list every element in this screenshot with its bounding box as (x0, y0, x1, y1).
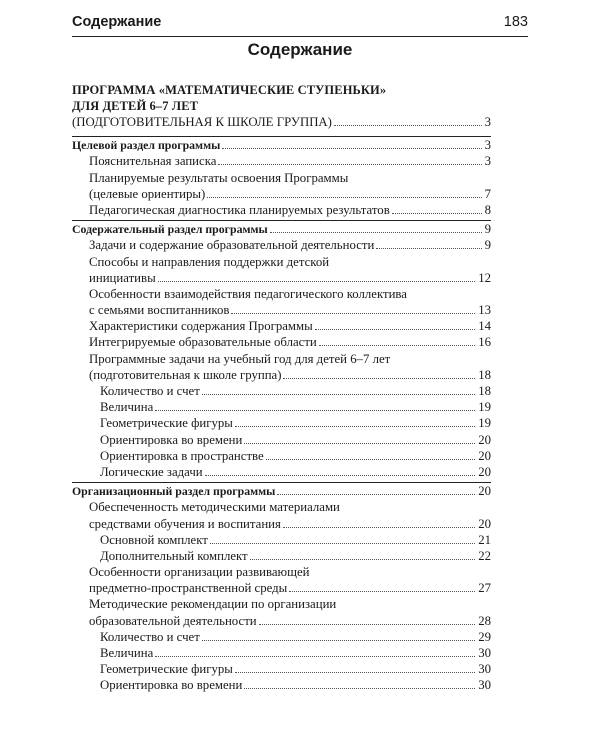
toc-subentry[interactable] (72, 532, 491, 548)
toc-entry[interactable] (72, 580, 491, 596)
toc-entry-title: Педагогическая диагностика планируемых результатов (89, 202, 390, 217)
running-head-section: Содержание (72, 14, 162, 30)
toc-entry-title: (подготовительная к школе группа) (89, 367, 282, 382)
toc-entry-page: 12 (478, 270, 491, 285)
running-head (72, 8, 528, 37)
toc-entry-page: 27 (478, 581, 491, 596)
dot-leader (235, 414, 475, 427)
toc-subentry[interactable] (72, 432, 491, 448)
toc-entry-page: 20 (478, 448, 491, 463)
program-heading-line1: ПРОГРАММА «МАТЕМАТИЧЕСКИЕ СТУПЕНЬКИ» (72, 83, 387, 97)
toc-entry-title: средствами обучения и воспитания (89, 516, 281, 531)
toc-entry-title: Задачи и содержание образовательной деятельности (89, 238, 375, 253)
toc-entry-title: образовательной деятельности (89, 613, 257, 628)
toc-entry-title: Интегрируемые образовательные области (89, 335, 317, 350)
dot-leader (202, 382, 475, 395)
dot-leader (158, 269, 476, 282)
toc-entry-page: 29 (478, 629, 491, 644)
toc-entry-page: 19 (478, 416, 491, 431)
program-heading-line2: ДЛЯ ДЕТЕЙ 6–7 ЛЕТ (72, 99, 199, 113)
dot-leader (334, 113, 482, 126)
dot-leader (250, 547, 476, 560)
toc-entry-title: Ориентировка в пространстве (100, 448, 264, 463)
toc-entry-page: 13 (478, 303, 491, 318)
toc-entry-page: 20 (478, 432, 491, 447)
toc-entry-title: Геометрические фигуры (100, 416, 233, 431)
toc-entry[interactable] (72, 237, 491, 253)
toc-entry[interactable] (72, 270, 491, 286)
dot-leader (289, 579, 475, 592)
toc-entry[interactable] (72, 516, 491, 532)
toc-entry-page: 30 (478, 678, 491, 693)
toc-entry-page: 30 (478, 662, 491, 677)
toc-entry-line[interactable]: Планируемые результаты освоения Программы (89, 170, 349, 185)
dot-leader (244, 676, 475, 689)
toc-entry-title: инициативы (89, 270, 156, 285)
toc-entry[interactable] (72, 334, 491, 350)
dot-leader (277, 482, 475, 495)
toc-subentry[interactable] (72, 448, 491, 464)
toc-entry-page: 16 (478, 335, 491, 350)
toc-entry-title: Количество и счет (100, 384, 200, 398)
dot-leader (315, 317, 475, 330)
dot-leader (283, 366, 475, 379)
dot-leader (155, 644, 475, 657)
toc-entry-title: Основной комплект (100, 532, 208, 547)
toc-entry-page: 30 (478, 646, 491, 660)
toc-entry-page: 14 (478, 319, 491, 334)
toc-entry-title: Пояснительная записка (89, 154, 217, 169)
toc-entry[interactable] (72, 186, 491, 202)
toc-entry[interactable] (72, 367, 491, 383)
toc-entry-title: Геометрические фигуры (100, 662, 233, 677)
program-heading (72, 82, 386, 114)
dot-leader (244, 431, 475, 444)
toc-section-content[interactable] (72, 221, 491, 237)
toc-subentry[interactable] (72, 415, 491, 431)
toc-entry-title: Величина (100, 400, 154, 415)
running-head-page-number: 183 (503, 14, 528, 30)
toc-entry-line[interactable]: Обеспеченность методическими материалами (89, 500, 340, 515)
toc-entry-title: Величина (100, 646, 154, 660)
dot-leader (270, 220, 482, 233)
toc-entry-line[interactable]: Способы и направления поддержки детской (89, 254, 330, 269)
toc-entry-page: 7 (484, 186, 491, 201)
dot-leader (207, 185, 481, 198)
toc-entry-title: предметно-пространственной среды (89, 581, 288, 596)
toc-subentry[interactable] (72, 399, 491, 415)
toc-entry-title: с семьями воспитанников (89, 303, 230, 318)
toc-entry-page: 20 (478, 516, 491, 531)
toc-entry-title: Характеристики содержания Программы (89, 319, 313, 334)
dot-leader (218, 152, 481, 165)
toc-entry-title: Организационный раздел программы (72, 484, 276, 499)
dot-leader (392, 201, 482, 214)
dot-leader (266, 447, 476, 460)
dot-leader (205, 463, 476, 476)
toc-entry-line[interactable]: Методические рекомендации по организации (89, 597, 337, 612)
toc-entry-line[interactable]: Особенности взаимодействия педагогического коллектива (89, 286, 407, 301)
toc-entry-page: 22 (478, 548, 491, 563)
toc-entry-title: Ориентировка во времени (100, 678, 243, 693)
toc-entry-page: 19 (478, 400, 491, 415)
toc-entry-page: 3 (484, 138, 491, 153)
toc-entry-page: 18 (478, 367, 491, 382)
dot-leader (222, 136, 481, 149)
dot-leader (259, 612, 476, 625)
dot-leader (283, 515, 475, 528)
dot-leader (231, 301, 475, 314)
toc-entry-page: 9 (484, 238, 491, 253)
dot-leader (319, 333, 475, 346)
toc-entry[interactable] (72, 318, 491, 334)
toc-entry-title: Логические задачи (100, 464, 203, 479)
toc-entry-title: (целевые ориентиры) (89, 186, 206, 201)
toc-entry-page: 3 (484, 154, 491, 169)
toc-entry-line[interactable]: Программные задачи на учебный год для детей 6–7 лет (89, 351, 391, 366)
toc-entry[interactable] (72, 153, 491, 169)
page-title: Содержание (247, 40, 353, 59)
toc-subentry[interactable] (72, 464, 491, 480)
toc-entry-title: Количество и счет (100, 629, 200, 644)
toc-entry-title: Дополнительный комплект (100, 548, 248, 563)
toc-section-target[interactable] (72, 137, 491, 153)
toc-subentry[interactable] (72, 661, 491, 677)
toc-subentry[interactable] (72, 677, 491, 693)
toc-entry-title: Ориентировка во времени (100, 432, 243, 447)
toc-entry-page: 9 (484, 222, 491, 237)
dot-leader (202, 628, 475, 641)
toc-entry-title: Целевой раздел программы (72, 138, 221, 153)
toc-entry-page: 20 (478, 484, 491, 499)
toc-entry-page: 3 (484, 115, 491, 129)
toc-entry-page: 21 (478, 532, 491, 547)
toc-entry-page: 18 (478, 384, 491, 398)
dot-leader (155, 398, 475, 411)
toc-subentry[interactable] (72, 629, 491, 645)
toc-entry-page: 28 (478, 613, 491, 628)
toc-subentry[interactable] (72, 548, 491, 564)
toc-entry-page: 20 (478, 464, 491, 479)
toc-entry-title: (ПОДГОТОВИТЕЛЬНАЯ К ШКОЛЕ ГРУППА) (72, 115, 332, 129)
toc-section-organizational[interactable] (72, 483, 491, 499)
dot-leader (210, 531, 475, 544)
table-of-contents (72, 114, 491, 694)
dot-leader (235, 660, 475, 673)
toc-subentry[interactable] (72, 383, 491, 399)
toc-entry-page: 8 (484, 202, 491, 217)
toc-entry-program[interactable] (72, 114, 491, 130)
toc-entry-title: Содержательный раздел программы (72, 222, 268, 237)
toc-entry[interactable] (72, 613, 491, 629)
toc-entry[interactable] (72, 302, 491, 318)
toc-subentry[interactable] (72, 645, 491, 661)
dot-leader (376, 236, 481, 249)
toc-entry[interactable] (72, 202, 491, 218)
toc-entry-line[interactable]: Особенности организации развивающей (89, 565, 310, 580)
